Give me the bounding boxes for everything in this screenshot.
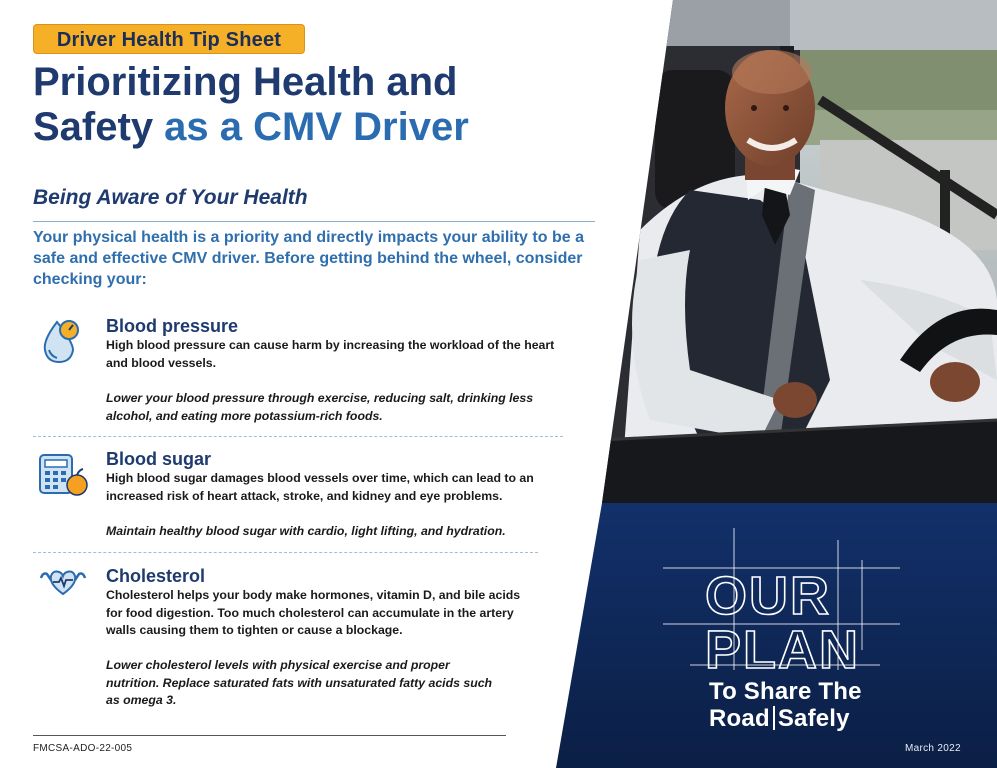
logo-tagline-safely: Safely: [777, 705, 850, 732]
heart-bicep-icon: [37, 556, 89, 608]
blood-pressure-drop-icon: [37, 316, 89, 368]
item-tip: Maintain healthy blood sugar with cardio, light lifting, and hydration.: [106, 524, 506, 538]
calculator-apple-icon: [37, 449, 89, 501]
logo-word-plan: PLAN: [705, 620, 860, 680]
logo-separator: [773, 706, 775, 730]
page-title: [33, 60, 593, 150]
document-date: March 2022: [905, 743, 961, 754]
item-title: Cholesterol: [106, 566, 206, 586]
footer-rule: [33, 735, 506, 736]
item-body: Cholesterol helps your body make hormones, vitamin D, and bile acids for food digestion. Too much cholesterol can accumulate in the artery walls causing them to tighten or cause a blockage.: [106, 588, 521, 637]
logo-word-our: OUR: [705, 566, 831, 626]
logo-tagline-road: Road: [709, 705, 770, 732]
item-body: High blood sugar damages blood vessels over time, which can lead to an increased risk of heart attack, stroke, and kidney and eye problems.: [106, 471, 534, 503]
tip-sheet-badge: Driver Health Tip Sheet: [33, 24, 305, 54]
item-tip: Lower cholesterol levels with physical exercise and proper nutrition. Replace saturated fats with unsaturated fatty acids such as omega 3.: [106, 658, 493, 707]
driver-photo: [600, 0, 997, 503]
title-line-2-main: Safety: [33, 105, 154, 149]
item-title: Blood sugar: [106, 449, 212, 469]
section-intro: Your physical health is a priority and directly impacts your ability to be a safe and effective CMV driver. Before getting behind the wheel, consider checking your:: [33, 229, 584, 288]
item-title: Blood pressure: [106, 316, 239, 336]
item-tip: Lower your blood pressure through exercise, reducing salt, drinking less alcohol, and eating more potassium-rich foods.: [106, 391, 534, 423]
health-item-blood-sugar: [33, 449, 573, 544]
item-body: High blood pressure can cause harm by increasing the workload of the heart and blood vessels.: [106, 338, 555, 370]
section-divider: [33, 221, 595, 222]
logo-tagline-line-2: [709, 705, 850, 733]
title-line-1: Prioritizing Health and: [33, 60, 458, 104]
document-code: FMCSA-ADO-22-005: [33, 743, 133, 754]
item-divider: [33, 552, 538, 553]
title-line-2-accent: as a CMV Driver: [153, 105, 469, 149]
logo-tagline-line-1: To Share The: [709, 678, 862, 705]
section-heading: Being Aware of Your Health: [33, 186, 308, 209]
item-divider: [33, 436, 563, 437]
health-item-blood-pressure: [33, 316, 573, 426]
health-item-cholesterol: [33, 566, 573, 711]
